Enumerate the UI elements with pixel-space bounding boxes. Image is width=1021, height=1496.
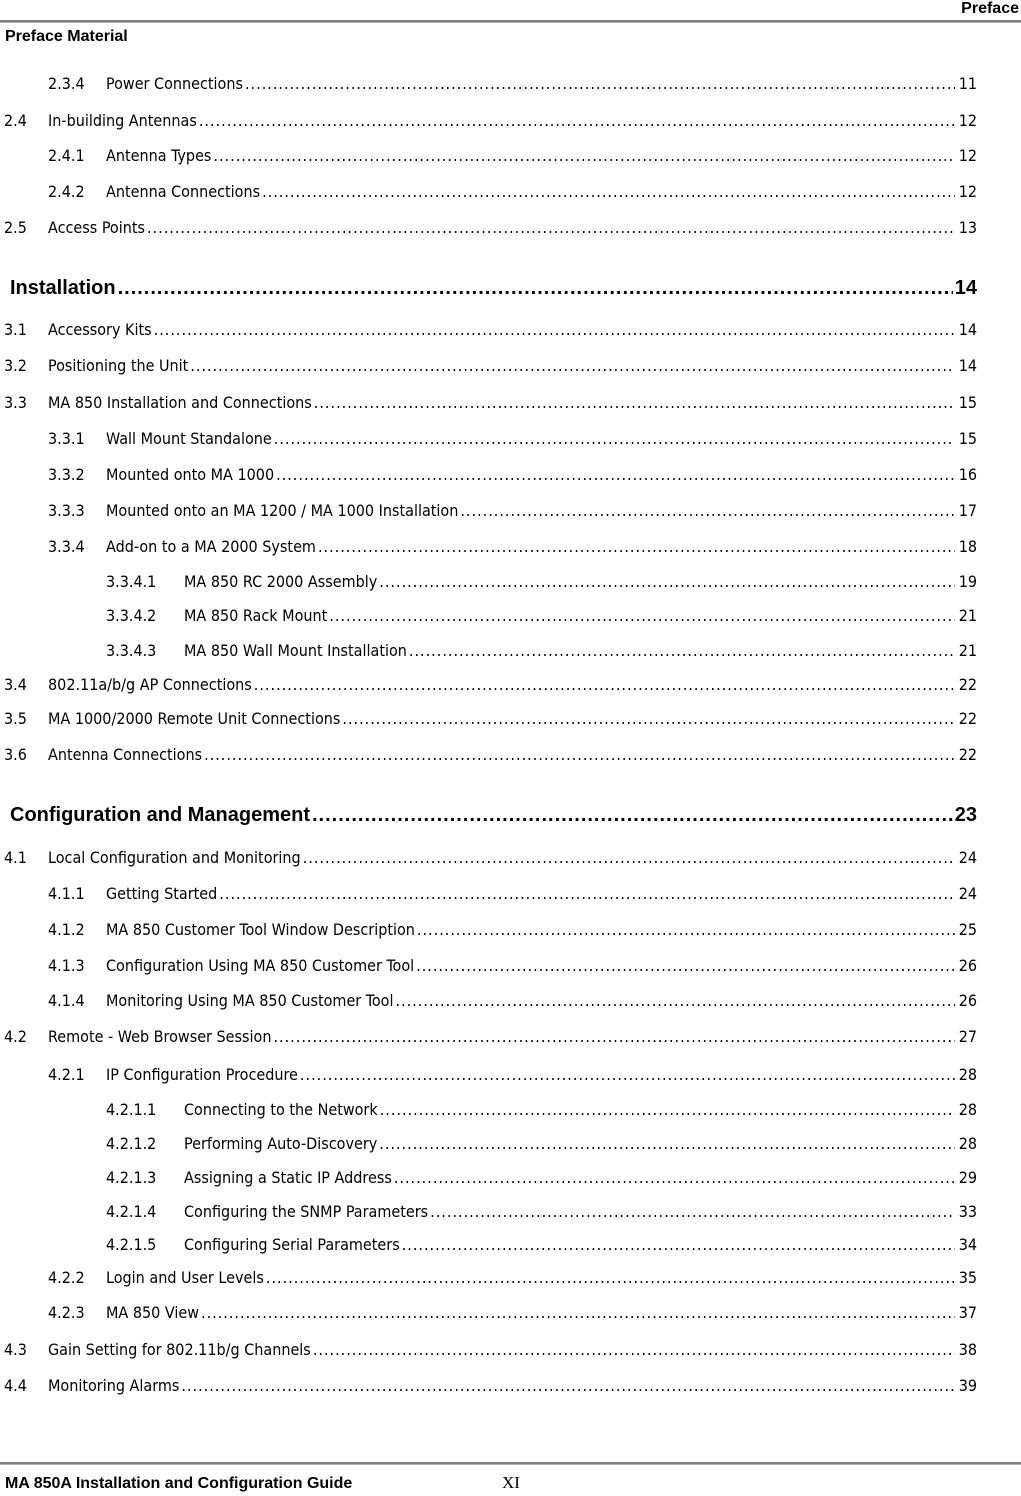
toc-entry[interactable] bbox=[0, 1027, 977, 1047]
toc-entry-page: 24 bbox=[958, 848, 977, 867]
toc-entry-page: 25 bbox=[958, 920, 977, 939]
toc-dot-leader bbox=[318, 537, 955, 557]
footer-page-number: XI bbox=[502, 1473, 520, 1492]
toc-entry-number: 2.4.1 bbox=[48, 146, 85, 165]
toc-entry[interactable] bbox=[0, 848, 977, 868]
toc-chapter-entry[interactable] bbox=[0, 803, 977, 827]
toc-entry-title: Monitoring Using MA 850 Customer Tool bbox=[106, 991, 394, 1010]
toc-entry[interactable] bbox=[0, 320, 977, 340]
toc-entry-number: 4.3 bbox=[4, 1340, 27, 1359]
toc-dot-leader bbox=[303, 848, 955, 868]
toc-entry-number: 4.1.2 bbox=[48, 920, 85, 939]
toc-entry[interactable] bbox=[0, 465, 977, 485]
toc-entry-page: 15 bbox=[958, 393, 977, 412]
toc-dot-leader bbox=[395, 991, 955, 1011]
toc-entry-title: Positioning the Unit bbox=[48, 356, 189, 375]
toc-entry[interactable] bbox=[0, 537, 977, 557]
toc-entry-number: 3.6 bbox=[4, 745, 27, 764]
toc-entry-title: Login and User Levels bbox=[106, 1268, 264, 1287]
toc-entry-number: 2.4 bbox=[4, 111, 27, 130]
toc-entry[interactable] bbox=[0, 991, 977, 1011]
toc-dot-leader bbox=[460, 501, 955, 521]
toc-dot-leader bbox=[402, 1235, 955, 1255]
toc-entry-number: 3.5 bbox=[4, 709, 27, 728]
toc-entry[interactable] bbox=[0, 709, 977, 729]
toc-dot-leader bbox=[213, 146, 955, 166]
toc-dot-leader bbox=[276, 465, 955, 485]
toc-entry-title: Accessory Kits bbox=[48, 320, 152, 339]
toc-entry-title: MA 850 Rack Mount bbox=[184, 606, 328, 625]
toc-entry-page: 12 bbox=[958, 146, 977, 165]
toc-entry[interactable] bbox=[0, 1235, 977, 1255]
toc-entry-title: Remote - Web Browser Session bbox=[48, 1027, 272, 1046]
toc-entry-number: 3.3.2 bbox=[48, 465, 85, 484]
toc-entry-title: Installation bbox=[10, 277, 116, 299]
toc-entry[interactable] bbox=[0, 745, 977, 765]
toc-entry-page: 14 bbox=[958, 320, 977, 339]
toc-dot-leader bbox=[329, 606, 955, 626]
toc-entry-page: 22 bbox=[958, 675, 977, 694]
toc-entry-title: Mounted onto MA 1000 bbox=[106, 465, 275, 484]
toc-entry-page: 12 bbox=[958, 111, 977, 130]
toc-entry[interactable] bbox=[0, 1202, 977, 1222]
toc-entry[interactable] bbox=[0, 920, 977, 940]
toc-entry-title: MA 850 Wall Mount Installation bbox=[184, 641, 407, 660]
toc-dot-leader bbox=[219, 884, 955, 904]
toc-entry-title: Configuring Serial Parameters bbox=[184, 1235, 400, 1254]
toc-dot-leader bbox=[201, 1303, 955, 1323]
toc-dot-leader bbox=[379, 572, 955, 592]
toc-entry-page: 14 bbox=[954, 277, 977, 299]
toc-dot-leader bbox=[199, 111, 955, 131]
toc-entry-number: 3.3.4.2 bbox=[106, 606, 157, 625]
toc-dot-leader bbox=[254, 675, 955, 695]
toc-entry-title: MA 850 View bbox=[106, 1303, 199, 1322]
toc-entry-title: Access Points bbox=[48, 218, 145, 237]
toc-entry-number: 4.2.2 bbox=[48, 1268, 85, 1287]
toc-entry-number: 4.1.4 bbox=[48, 991, 85, 1010]
toc-dot-leader bbox=[154, 320, 955, 340]
toc-dot-leader bbox=[430, 1202, 955, 1222]
toc-entry-title: MA 850 Installation and Connections bbox=[48, 393, 312, 412]
toc-entry-title: Wall Mount Standalone bbox=[106, 429, 272, 448]
toc-entry-page: 17 bbox=[958, 501, 977, 520]
toc-dot-leader bbox=[190, 356, 955, 376]
toc-entry-title: Local Configuration and Monitoring bbox=[48, 848, 301, 867]
toc-entry-number: 3.1 bbox=[4, 320, 27, 339]
toc-entry-number: 4.2.3 bbox=[48, 1303, 85, 1322]
toc-dot-leader bbox=[312, 803, 953, 827]
toc-entry[interactable] bbox=[0, 1268, 977, 1288]
toc-dot-leader bbox=[262, 182, 955, 202]
toc-entry-page: 37 bbox=[958, 1303, 977, 1322]
toc-dot-leader bbox=[409, 641, 955, 661]
toc-dot-leader bbox=[380, 1100, 955, 1120]
toc-entry-number: 3.3.1 bbox=[48, 429, 85, 448]
toc-dot-leader bbox=[266, 1268, 955, 1288]
toc-entry-page: 28 bbox=[958, 1100, 977, 1119]
toc-entry-page: 27 bbox=[958, 1027, 977, 1046]
toc-entry-number: 3.3.4.1 bbox=[106, 572, 157, 591]
toc-entry[interactable] bbox=[0, 1168, 977, 1188]
toc-entry-page: 12 bbox=[958, 182, 977, 201]
toc-entry-page: 24 bbox=[958, 884, 977, 903]
toc-entry-number: 4.2.1 bbox=[48, 1065, 85, 1084]
toc-entry-number: 2.4.2 bbox=[48, 182, 85, 201]
toc-dot-leader bbox=[379, 1134, 955, 1154]
toc-entry-title: MA 850 RC 2000 Assembly bbox=[184, 572, 378, 591]
toc-entry-title: Mounted onto an MA 1200 / MA 1000 Installation bbox=[106, 501, 459, 520]
toc-entry[interactable] bbox=[0, 501, 977, 521]
toc-entry[interactable] bbox=[0, 182, 977, 202]
toc-entry-page: 16 bbox=[958, 465, 977, 484]
toc-dot-leader bbox=[314, 393, 955, 413]
toc-entry-title: Power Connections bbox=[106, 74, 243, 93]
toc-entry-title: In-building Antennas bbox=[48, 111, 197, 130]
footer-rule bbox=[0, 1462, 1021, 1465]
toc-entry-number: 2.3.4 bbox=[48, 74, 85, 93]
toc-entry-page: 21 bbox=[958, 641, 977, 660]
toc-dot-leader bbox=[300, 1065, 955, 1085]
toc-dot-leader bbox=[313, 1340, 955, 1360]
toc-entry-page: 22 bbox=[958, 709, 977, 728]
toc-entry-page: 28 bbox=[958, 1065, 977, 1084]
toc-entry[interactable] bbox=[0, 74, 977, 94]
footer-document-title: MA 850A Installation and Configuration Guide bbox=[5, 1475, 353, 1492]
toc-entry-title: Antenna Connections bbox=[48, 745, 203, 764]
toc-entry[interactable] bbox=[0, 572, 977, 592]
toc-entry[interactable] bbox=[0, 1100, 977, 1120]
header-right-title: Preface bbox=[961, 0, 1019, 17]
header-left-title: Preface Material bbox=[5, 28, 128, 45]
toc-entry[interactable] bbox=[0, 393, 977, 413]
toc-entry-number: 4.4 bbox=[4, 1376, 27, 1395]
toc-entry-page: 26 bbox=[958, 956, 977, 975]
toc-entry-number: 3.4 bbox=[4, 675, 27, 694]
toc-dot-leader bbox=[245, 74, 955, 94]
toc-entry[interactable] bbox=[0, 1065, 977, 1085]
toc-entry-number: 4.2.1.3 bbox=[106, 1168, 157, 1187]
toc-dot-leader bbox=[181, 1376, 955, 1396]
toc-entry-title: Connecting to the Network bbox=[184, 1100, 378, 1119]
toc-entry-title: Configuration Using MA 850 Customer Tool bbox=[106, 956, 415, 975]
header-rule bbox=[0, 20, 1021, 23]
toc-entry-number: 4.2.1.2 bbox=[106, 1134, 157, 1153]
toc-entry-number: 2.5 bbox=[4, 218, 27, 237]
toc-dot-leader bbox=[204, 745, 955, 765]
toc-entry-title: Gain Setting for 802.11b/g Channels bbox=[48, 1340, 311, 1359]
toc-entry-title: MA 1000/2000 Remote Unit Connections bbox=[48, 709, 341, 728]
toc-dot-leader bbox=[274, 429, 955, 449]
toc-dot-leader bbox=[118, 276, 953, 300]
toc-entry-page: 19 bbox=[958, 572, 977, 591]
toc-entry[interactable] bbox=[0, 1340, 977, 1360]
toc-entry-number: 3.3.3 bbox=[48, 501, 85, 520]
toc-entry[interactable] bbox=[0, 675, 977, 695]
toc-entry-page: 18 bbox=[958, 537, 977, 556]
toc-entry-page: 23 bbox=[954, 804, 977, 826]
toc-entry[interactable] bbox=[0, 146, 977, 166]
toc-entry-number: 3.3 bbox=[4, 393, 27, 412]
toc-dot-leader bbox=[342, 709, 955, 729]
toc-entry[interactable] bbox=[0, 956, 977, 976]
toc-entry-number: 4.1 bbox=[4, 848, 27, 867]
toc-entry-number: 3.3.4.3 bbox=[106, 641, 157, 660]
toc-entry-number: 4.1.3 bbox=[48, 956, 85, 975]
toc-entry-title: 802.11a/b/g AP Connections bbox=[48, 675, 252, 694]
toc-entry-title: MA 850 Customer Tool Window Description bbox=[106, 920, 415, 939]
toc-entry[interactable] bbox=[0, 429, 977, 449]
toc-entry-number: 4.2.1.5 bbox=[106, 1235, 157, 1254]
toc-chapter-entry[interactable] bbox=[0, 276, 977, 300]
toc-entry-number: 4.1.1 bbox=[48, 884, 85, 903]
toc-entry-title: Configuration and Management bbox=[10, 804, 310, 826]
toc-entry-page: 28 bbox=[958, 1134, 977, 1153]
toc-entry-page: 38 bbox=[958, 1340, 977, 1359]
toc-entry[interactable] bbox=[0, 1376, 977, 1396]
toc-entry-page: 34 bbox=[958, 1235, 977, 1254]
toc-entry[interactable] bbox=[0, 1303, 977, 1323]
toc-entry-page: 33 bbox=[958, 1202, 977, 1221]
toc-entry-number: 4.2 bbox=[4, 1027, 27, 1046]
toc-dot-leader bbox=[417, 920, 955, 940]
toc-dot-leader bbox=[147, 218, 955, 238]
toc-dot-leader bbox=[394, 1168, 955, 1188]
toc-entry-title: Antenna Types bbox=[106, 146, 212, 165]
toc-entry-title: Performing Auto-Discovery bbox=[184, 1134, 378, 1153]
toc-entry[interactable] bbox=[0, 606, 977, 626]
toc-entry[interactable] bbox=[0, 641, 977, 661]
toc-entry[interactable] bbox=[0, 356, 977, 376]
toc-entry-page: 11 bbox=[958, 74, 977, 93]
toc-dot-leader bbox=[273, 1027, 955, 1047]
toc-entry-page: 21 bbox=[958, 606, 977, 625]
toc-entry-page: 13 bbox=[958, 218, 977, 237]
toc-entry-title: Assigning a Static IP Address bbox=[184, 1168, 392, 1187]
toc-entry-title: Antenna Connections bbox=[106, 182, 261, 201]
toc-entry-number: 3.3.4 bbox=[48, 537, 85, 556]
toc-entry-page: 26 bbox=[958, 991, 977, 1010]
toc-entry-page: 14 bbox=[958, 356, 977, 375]
toc-dot-leader bbox=[416, 956, 955, 976]
toc-entry[interactable] bbox=[0, 1134, 977, 1154]
toc-entry[interactable] bbox=[0, 111, 977, 131]
toc-entry-title: Add-on to a MA 2000 System bbox=[106, 537, 316, 556]
toc-entry-page: 15 bbox=[958, 429, 977, 448]
toc-entry-number: 4.2.1.4 bbox=[106, 1202, 157, 1221]
toc-entry-page: 29 bbox=[958, 1168, 977, 1187]
toc-entry-page: 35 bbox=[958, 1268, 977, 1287]
toc-entry-title: Monitoring Alarms bbox=[48, 1376, 180, 1395]
toc-entry-number: 4.2.1.1 bbox=[106, 1100, 157, 1119]
toc-entry-page: 39 bbox=[958, 1376, 977, 1395]
toc-entry-number: 3.2 bbox=[4, 356, 27, 375]
toc-entry-title: Configuring the SNMP Parameters bbox=[184, 1202, 429, 1221]
toc-entry[interactable] bbox=[0, 884, 977, 904]
toc-entry-title: IP Configuration Procedure bbox=[106, 1065, 298, 1084]
toc-entry-title: Getting Started bbox=[106, 884, 218, 903]
toc-entry[interactable] bbox=[0, 218, 977, 238]
toc-entry-page: 22 bbox=[958, 745, 977, 764]
